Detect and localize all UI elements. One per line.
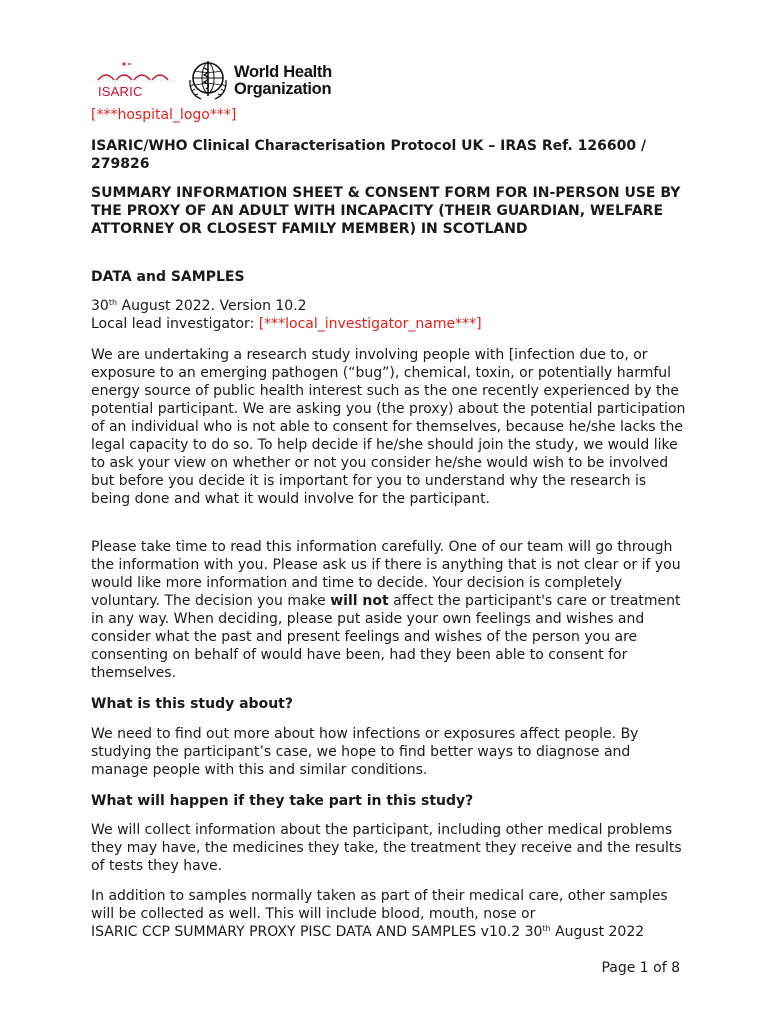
isaric-arcs-icon xyxy=(94,56,176,86)
heading-what-happens: What will happen if they take part in this study? xyxy=(91,793,474,809)
intro-paragraph: We are undertaking a research study involving people with [infection due to, or exposure to an emerging pathogen (“bug”), chemical, toxin, or potentially harmful energy source of public health interest such as the one recently experienced by the potential participant. We are asking you (the proxy) about the potential participation of an individual who is not able to consent for themselves, because he/she lacks the legal capacity to do so. To help decide if he/she should join the study, we would like to ask your view on whether or not you consider he/she would wish to be involved but before you decide it is important for you to understand why the research is being done and what it would involve for the participant. xyxy=(91,347,686,507)
who-wordmark-line1: World Health xyxy=(234,63,332,81)
document-title: ISARIC/WHO Clinical Characterisation Protocol UK – IRAS Ref. 126600 / 279826 xyxy=(91,138,647,172)
section-heading: DATA and SAMPLES xyxy=(91,269,245,285)
page-footer xyxy=(91,923,691,941)
version-day: 30 xyxy=(91,298,109,314)
study-about-paragraph: We need to find out more about how infections or exposures affect people. By studying the participant’s case, we hope to find better ways to diagnose and manage people with this and similar conditions. xyxy=(91,726,639,778)
investigator-line xyxy=(91,315,686,333)
who-wordmark xyxy=(234,64,332,98)
isaric-wordmark: ISARIC xyxy=(98,84,143,99)
consent-paragraph xyxy=(91,538,686,682)
who-emblem-icon xyxy=(187,58,229,102)
samples-paragraph: In addition to samples normally taken as part of their medical care, other samples will be collected as well. This will include blood, mouth, nose or xyxy=(91,888,668,922)
footer-suffix: th xyxy=(542,924,551,933)
consent-paragraph-text-end: affect the participant's care or treatment in any way. When deciding, please put aside your own feelings and wishes and consider what the past and present feelings and wishes of the person you are consenting on behalf of would have been, had they been able to consent for themselves. xyxy=(91,593,681,681)
isaric-logo xyxy=(94,56,176,104)
consent-paragraph-text: Please take time to read this information carefully. One of our team will go through the information with you. Please ask us if there is anything that is not clear or if you would like more information and time to decide. Your decision is completely voluntary. The decision you make xyxy=(91,539,681,609)
footer-text: ISARIC CCP SUMMARY PROXY PISC DATA AND SAMPLES v10.2 30 xyxy=(91,924,543,940)
investigator-label: Local lead investigator: xyxy=(91,316,259,332)
version-rest: August 2022. Version 10.2 xyxy=(117,298,307,314)
consent-emphasis: will not xyxy=(330,593,389,609)
investigator-placeholder: [***local_investigator_name***] xyxy=(258,316,482,332)
page-number: Page 1 of 8 xyxy=(601,960,680,976)
footer-text-end: August 2022 xyxy=(550,924,645,940)
version-day-suffix: th xyxy=(108,298,118,307)
header-logos xyxy=(94,56,354,106)
what-happens-paragraph: We will collect information about the participant, including other medical problems they may have, the medicines they take, the treatment they receive and the results of tests they have. xyxy=(91,822,682,874)
version-info xyxy=(91,297,686,333)
hospital-logo-placeholder: [***hospital_logo***] xyxy=(91,107,237,123)
version-line xyxy=(91,297,686,315)
document-subtitle: SUMMARY INFORMATION SHEET & CONSENT FORM FOR IN-PERSON USE BY THE PROXY OF AN ADULT WITH INCAPACITY (THEIR GUARDIAN, WELFARE ATTORNEY OR CLOSEST FAMILY MEMBER) IN SCOTLAND xyxy=(91,185,681,237)
who-wordmark-line2: Organization xyxy=(234,80,332,98)
heading-study-about: What is this study about? xyxy=(91,696,293,712)
